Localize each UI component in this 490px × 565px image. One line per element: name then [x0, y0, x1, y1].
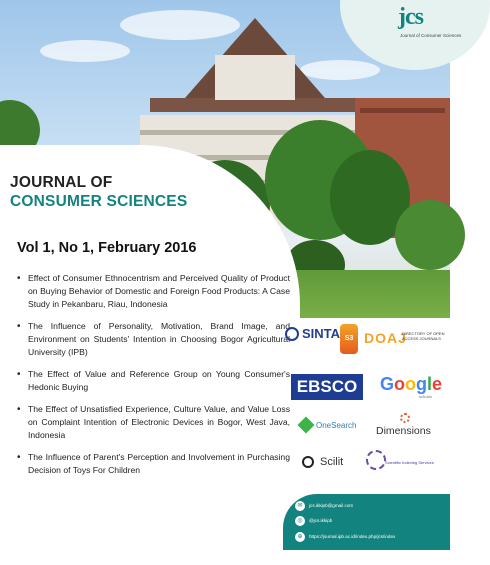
sis-icon: [366, 450, 386, 470]
journal-title-line1: JOURNAL OF: [10, 174, 113, 191]
ebsco-logo: EBSCO: [291, 374, 363, 400]
article-item[interactable]: • Effect of Consumer Ethnocentrism and Perceived Quality of Product on Buying Behavior of Domestic and Foreign Food Products: A Case Study in Pekanbaru, Riau, Indonesia: [28, 272, 290, 311]
scilit-icon: [302, 456, 314, 468]
doaj-logo: DOAJ: [364, 330, 407, 346]
article-list: [14, 272, 290, 486]
dimensions-icon: [400, 413, 410, 423]
google-scholar-subtitle: scholar: [419, 394, 432, 399]
journal-title-line2: CONSUMER SCIENCES: [10, 193, 188, 210]
article-item[interactable]: • The Effect of Value and Reference Group on Young Consumer's Hedonic Buying: [28, 368, 290, 394]
sis-logo: Scientific Indexing Services: [385, 460, 434, 465]
contact-instagram[interactable]: [295, 515, 332, 527]
onesearch-logo: OneSearch: [316, 421, 357, 430]
article-item[interactable]: • The Influence of Personality, Motivation, Brand Image, and Environment on Students' Intention in Choosing Bogor Agricultural University (IPB): [28, 320, 290, 359]
email-icon: ✉: [295, 501, 305, 511]
journal-logo-abbr: jcs: [398, 4, 423, 30]
sinta-logo: SINTA: [302, 326, 341, 341]
contact-instagram-text: @jcs.ikkipb: [309, 518, 333, 523]
sinta-level-badge: S3: [340, 324, 358, 354]
google-scholar-logo: Google: [380, 374, 443, 394]
issue-label: Vol 1, No 1, February 2016: [17, 240, 197, 256]
contact-email-text: jcs.ikkipb@gmail.com: [309, 503, 354, 508]
instagram-icon: ◎: [295, 516, 305, 526]
journal-logo-subtitle: Journal of Consumer Sciences: [400, 33, 462, 38]
contact-website[interactable]: [295, 531, 395, 543]
globe-icon: ⊕: [295, 532, 305, 542]
contact-email[interactable]: [295, 500, 353, 512]
article-item[interactable]: • The Influence of Parent's Perception and Involvement in Purchasing Decision of Toys For Children: [28, 451, 290, 477]
dimensions-logo: Dimensions: [376, 425, 431, 437]
article-item[interactable]: • The Effect of Unsatisfied Experience, Culture Value, and Value Loss on Complaint Intention of Electronic Devices in Bogor, West Java, Indonesia: [28, 403, 290, 442]
scilit-logo: Scilit: [320, 456, 344, 468]
contact-website-text: https://journal.ipb.ac.id/index.php/jcs/index: [309, 534, 396, 539]
doaj-subtitle: DIRECTORY OF OPEN ACCESS JOURNALS: [402, 331, 445, 341]
